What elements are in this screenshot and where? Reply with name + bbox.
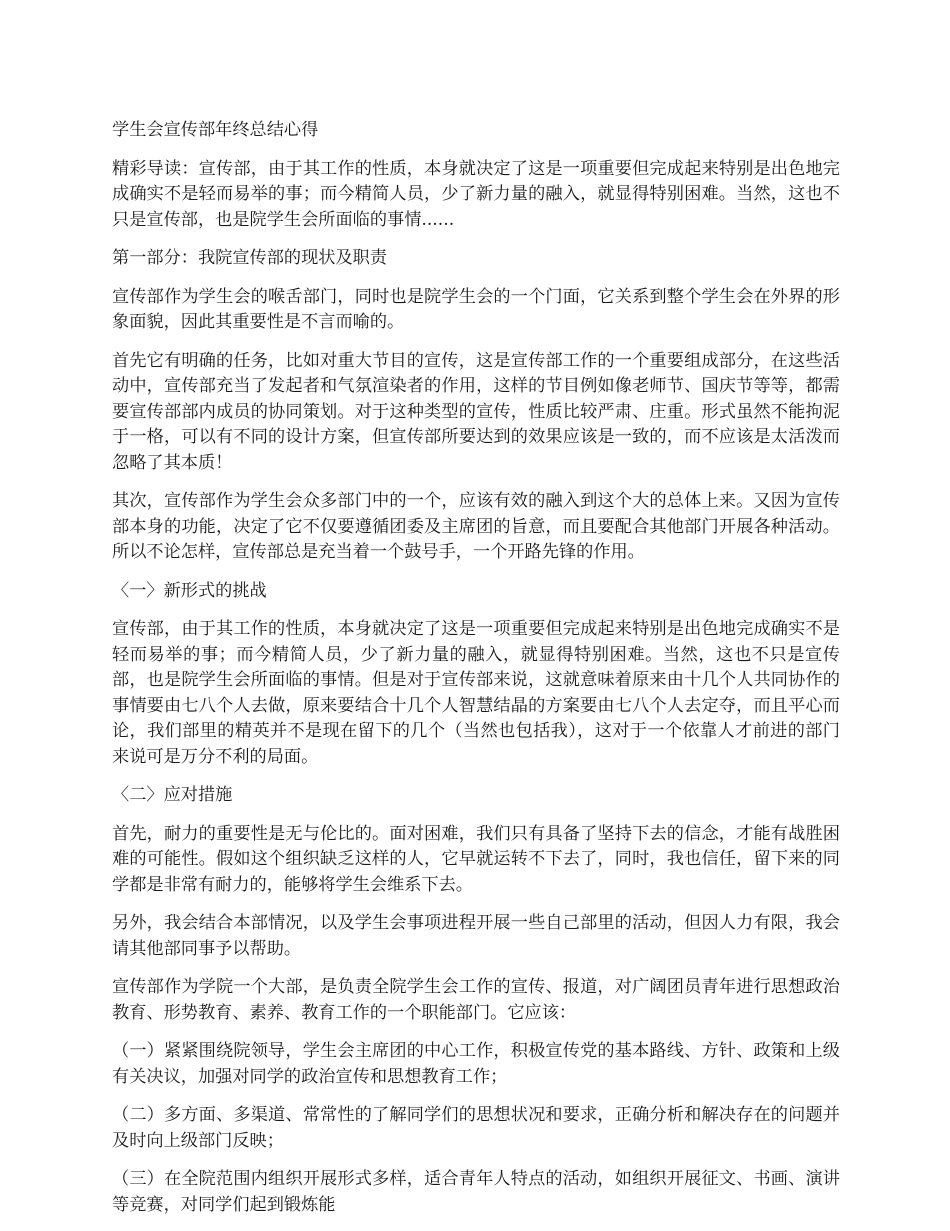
- list-item: （一）紧紧围绕院领导，学生会主席团的中心工作，积极宣传党的基本路线、方针、政策和上级有关决议，加强对同学的政治宣传和思想教育工作；: [112, 1041, 840, 1087]
- subsection-heading-challenge: 〈一〉新形式的挑战: [112, 580, 267, 601]
- body-paragraph: 首先，耐力的重要性是无与伦比的。面对困难，我们只有具备了坚持下去的信念，才能有战胜困难的可能性。假如这个组织缺乏这样的人，它早就运转不下去了，同时，我也信任，留下来的同学都是非常有耐力的，能够将学生会维系下去。: [112, 823, 840, 895]
- body-paragraph: 其次，宣传部作为学生会众多部门中的一个，应该有效的融入到这个大的总体上来。又因为宣传部本身的功能，决定了它不仅要遵循团委及主席团的旨意，而且要配合其他部门开展各种活动。所以不论怎样，宣传部总是充当着一个鼓号手，一个开路先锋的作用。: [112, 491, 840, 562]
- document-page: [112, 118, 840, 1231]
- body-paragraph: 宣传部作为学生会的喉舌部门，同时也是院学生会的一个门面，它关系到整个学生会在外界的形象面貌，因此其重要性是不言而喻的。: [112, 286, 840, 332]
- body-paragraph: 首先它有明确的任务，比如对重大节目的宣传，这是宣传部工作的一个重要组成部分，在这些活动中，宣传部充当了发起者和气氛渲染者的作用，这样的节目例如像老师节、国庆节等等，都需要宣传部部内成员的协同策划。对于这种类型的宣传，性质比较严肃、庄重。形式虽然不能拘泥于一格，可以有不同的设计方案，但宣传部所要达到的效果应该是一致的，而不应该是太活泼而忽略了其本质！: [112, 350, 840, 473]
- list-item: （二）多方面、多渠道、常常性的了解同学们的思想状况和要求，正确分析和解决存在的问题并及时向上级部门反映；: [112, 1105, 840, 1151]
- list-item: （三）在全院范围内组织开展形式多样，适合青年人特点的活动，如组织开展征文、书画、演讲等竞赛，对同学们起到锻炼能: [112, 1169, 840, 1215]
- body-paragraph: 宣传部作为学院一个大部，是负责全院学生会工作的宣传、报道，对广阔团员青年进行思想政治教育、形势教育、素养、教育工作的一个职能部门。它应该：: [112, 977, 840, 1023]
- body-paragraph: 另外，我会结合本部情况，以及学生会事项进程开展一些自己部里的活动，但因人力有限，我会请其他部同事予以帮助。: [112, 913, 840, 959]
- body-paragraph: 宣传部，由于其工作的性质，本身就决定了这是一项重要但完成起来特别是出色地完成确实不是轻而易举的事；而今精简人员，少了新力量的融入，就显得特别困难。当然，这也不只是宣传部，也是院学生会所面临的事情。但是对于宣传部来说，这就意味着原来由十几个人共同协作的事情要由七八个人去做，原来要结合十几个人智慧结晶的方案要由七八个人去定夺，而且平心而论，我们部里的精英并不是现在留下的几个（当然也包括我），这对于一个依靠人才前进的部门来说可是万分不利的局面。: [112, 619, 840, 767]
- section-heading-part-one: 第一部分：我院宣传部的现状及职责: [112, 248, 388, 268]
- intro-paragraph: 精彩导读：宣传部，由于其工作的性质，本身就决定了这是一项重要但完成起来特别是出色地完成确实不是轻而易举的事；而今精简人员，少了新力量的融入，就显得特别困难。当然，这也不只是宣传部，也是院学生会所面临的事情......: [112, 158, 840, 230]
- document-title: 学生会宣传部年终总结心得: [112, 120, 319, 140]
- subsection-heading-measures: 〈二〉应对措施: [112, 785, 233, 805]
